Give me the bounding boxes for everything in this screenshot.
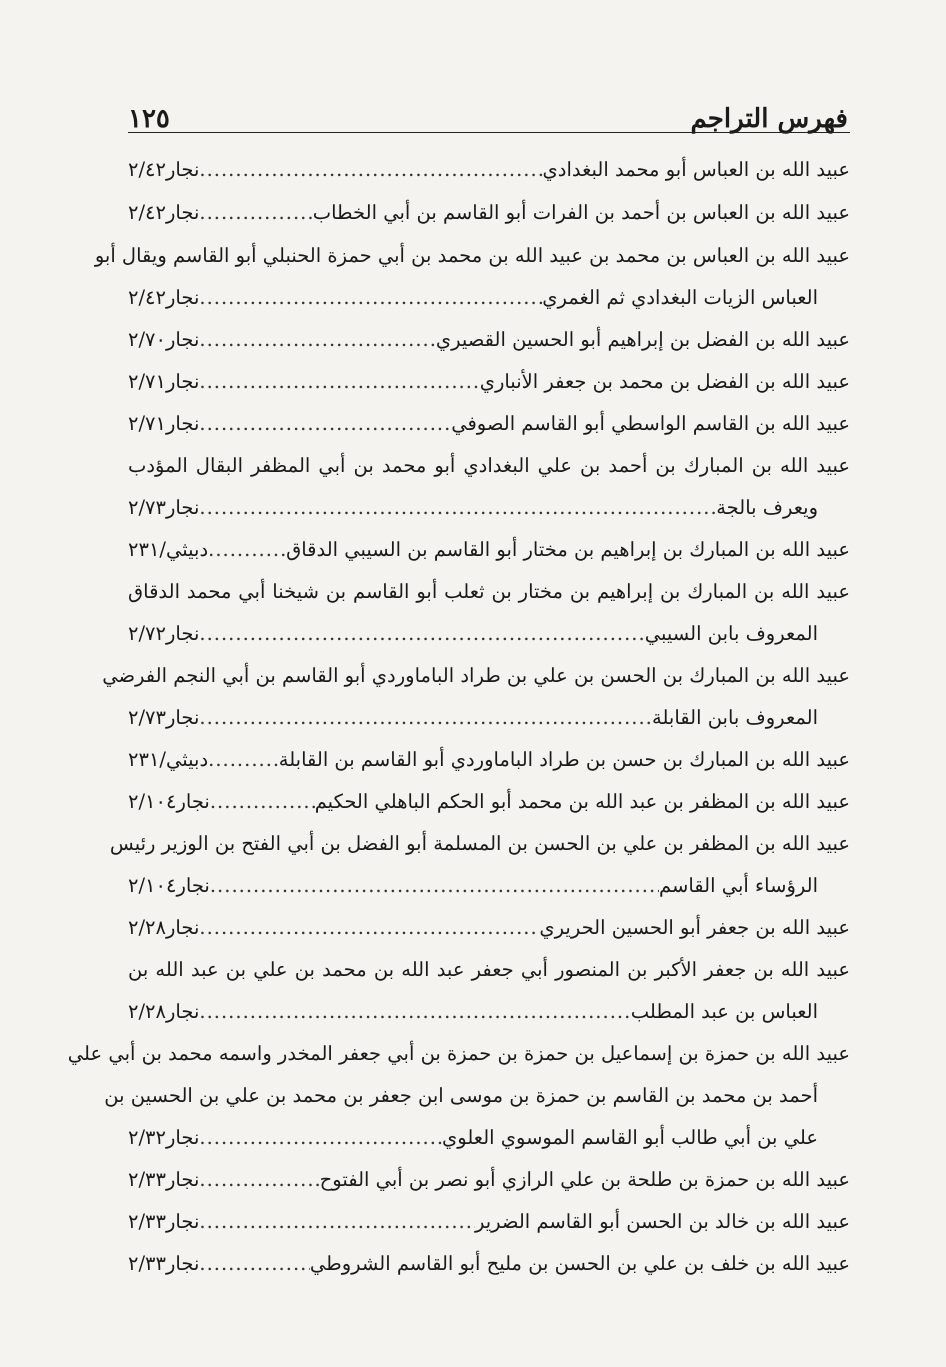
entry-name: العباس الزيات البغدادي ثم الغمري: [542, 286, 818, 309]
index-entry: [128, 404, 850, 444]
entry-reference: نجار٢/٣٣: [128, 1252, 200, 1275]
index-entry: [128, 740, 850, 780]
index-entry-continuation: [128, 1118, 818, 1158]
index-entry: [109, 824, 850, 864]
entry-name: عبيد الله بن القاسم الواسطي أبو القاسم الصوفي: [451, 412, 850, 435]
index-entry-continuation: [128, 698, 818, 738]
entry-reference: نجار٢/٣٣: [128, 1168, 200, 1191]
entry-name: الرؤساء أبي القاسم: [659, 874, 818, 897]
index-entry: [94, 236, 850, 276]
leader-dots: [208, 740, 279, 780]
entry-name: عبيد الله بن حمزة بن إسماعيل بن حمزة بن حمزة بن أبي جعفر المخدر واسمه محمد بن أبي علي: [67, 1042, 850, 1065]
leader-dots: [199, 278, 542, 318]
page-title: فهرس التراجم: [690, 104, 848, 134]
entry-name: عبيد الله بن المبارك بن إبراهيم بن مختار بن ثعلب أبو القاسم بن شيخنا أبي محمد الدقاق: [128, 580, 850, 603]
leader-dots: [208, 530, 286, 570]
entry-name: المعروف بابن السيبي: [644, 622, 818, 645]
entry-reference: نجار٢/٤٢: [128, 158, 200, 181]
index-entry: [128, 572, 850, 612]
entry-reference: نجار٢/٢٨: [128, 1000, 200, 1023]
index-entry: [128, 150, 850, 190]
entry-name: عبيد الله بن المبارك بن إبراهيم بن مختار أبو القاسم بن السيبي الدقاق: [286, 538, 850, 561]
index-entry-continuation: [128, 866, 818, 906]
entry-reference: نجار٢/٧٠: [128, 328, 200, 351]
entry-reference: نجار٢/٧٢: [128, 622, 200, 645]
entry-name: عبيد الله بن المظفر بن علي بن الحسن بن المسلمة أبو الفضل بن أبي الفتح بن الوزير رئيس: [109, 832, 850, 855]
entry-reference: نجار٢/٢٨: [128, 916, 200, 939]
leader-dots: [210, 866, 659, 906]
entry-name: عبيد الله بن الفضل بن إبراهيم أبو الحسين القصيري: [435, 328, 850, 351]
entry-reference: نجار٢/٤٢: [128, 201, 200, 224]
entry-reference: نجار٢/٧١: [128, 412, 200, 435]
entry-name: عبيد الله بن العباس بن محمد بن عبيد الله بن محمد بن أبي حمزة الحنبلي أبو القاسم ويقال أبو: [94, 244, 850, 267]
leader-dots: [199, 698, 652, 738]
entry-name: عبيد الله بن جعفر الأكبر بن المنصور أبي جعفر عبد الله بن محمد بن علي بن عبد الله بن: [128, 958, 850, 981]
index-entry: [128, 193, 850, 233]
leader-dots: [199, 1202, 475, 1242]
index-entry-continuation: [128, 278, 818, 318]
entry-name: عبيد الله بن جعفر أبو الحسين الحريري: [539, 916, 850, 939]
entry-name: عبيد الله بن العباس بن أحمد بن الفرات أبو القاسم بن أبي الخطاب: [312, 201, 850, 224]
index-entry-continuation: [104, 1076, 818, 1116]
index-entry: [128, 950, 850, 990]
entry-name: عبيد الله بن خلف بن علي بن الحسن بن مليح أبو القاسم الشروطي: [309, 1252, 850, 1275]
leader-dots: [199, 193, 312, 233]
entry-name: أحمد بن محمد بن القاسم بن حمزة بن موسى ابن جعفر بن محمد بن علي بن الحسين بن: [104, 1084, 818, 1107]
entry-reference: نجار٢/٧٣: [128, 706, 200, 729]
index-entry-continuation: [128, 488, 818, 528]
leader-dots: [199, 1160, 319, 1200]
entry-reference: نجار٢/٣٢: [128, 1126, 200, 1149]
entry-reference: نجار٢/١٠٤: [128, 790, 210, 813]
entry-name: عبيد الله بن المبارك بن الحسن بن علي بن طراد الباماوردي أبو القاسم بن أبي النجم الفرضي: [102, 664, 850, 687]
entry-name: ويعرف بالجة: [716, 496, 818, 519]
leader-dots: [199, 1118, 442, 1158]
leader-dots: [210, 782, 315, 822]
page-header: [128, 78, 848, 134]
leader-dots: [199, 362, 479, 402]
index-entry: [128, 1202, 850, 1242]
entry-name: عبيد الله بن المظفر بن عبد الله بن محمد أبو الحكم الباهلي الحكيم: [314, 790, 850, 813]
entry-reference: دبيثي/٢٣١: [128, 748, 209, 771]
entry-reference: نجار٢/٧١: [128, 370, 200, 393]
index-entry: [128, 446, 850, 486]
index-entry: [128, 782, 850, 822]
index-entry-continuation: [128, 614, 818, 654]
header-rule: [128, 132, 850, 133]
entry-name: عبيد الله بن العباس أبو محمد البغدادي: [542, 158, 850, 181]
index-entry: [128, 320, 850, 360]
leader-dots: [199, 1244, 310, 1284]
entry-name: عبيد الله بن حمزة بن طلحة بن علي الرازي أبو نصر بن أبي الفتوح: [319, 1168, 850, 1191]
leader-dots: [199, 488, 716, 528]
entry-name: عبيد الله بن الفضل بن محمد بن جعفر الأنباري: [479, 370, 850, 393]
index-entry: [67, 1034, 850, 1074]
page-number: ١٢٥: [128, 104, 170, 134]
entry-reference: دبيثي/٢٣١: [128, 538, 209, 561]
index-entry-continuation: [128, 992, 818, 1032]
index-entry: [128, 362, 850, 402]
index-entry: [128, 530, 850, 570]
entry-reference: نجار٢/٤٢: [128, 286, 200, 309]
entry-reference: نجار٢/٧٣: [128, 496, 200, 519]
leader-dots: [199, 320, 435, 360]
leader-dots: [199, 908, 539, 948]
entry-name: عبيد الله بن خالد بن الحسن أبو القاسم الضرير: [474, 1210, 850, 1233]
entry-name: علي بن أبي طالب أبو القاسم الموسوي العلوي: [442, 1126, 818, 1149]
leader-dots: [199, 404, 451, 444]
index-entry: [128, 908, 850, 948]
leader-dots: [199, 150, 542, 190]
entry-reference: نجار٢/١٠٤: [128, 874, 210, 897]
entry-name: المعروف بابن القابلة: [652, 706, 818, 729]
entry-reference: نجار٢/٣٣: [128, 1210, 200, 1233]
entry-name: عبيد الله بن المبارك بن أحمد بن علي البغدادي أبو محمد بن أبي المظفر البقال المؤدب: [128, 454, 850, 477]
index-entry: [128, 1160, 850, 1200]
leader-dots: [199, 992, 630, 1032]
index-entry: [102, 656, 850, 696]
index-entry: [128, 1244, 850, 1284]
leader-dots: [199, 614, 644, 654]
entry-name: عبيد الله بن المبارك بن حسن بن طراد الباماوردي أبو القاسم بن القابلة: [278, 748, 850, 771]
entry-name: العباس بن عبد المطلب: [630, 1000, 818, 1023]
